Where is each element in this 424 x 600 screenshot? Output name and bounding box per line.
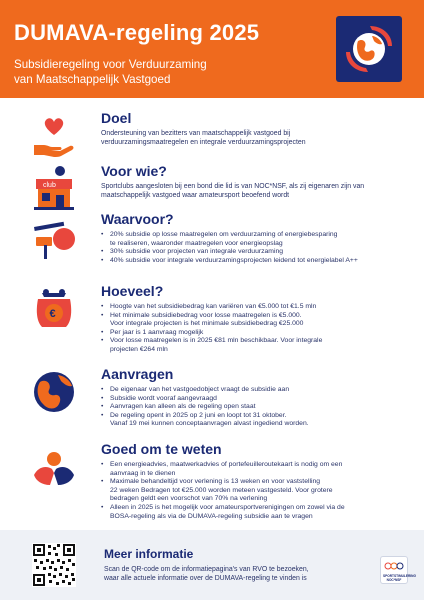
subtitle-line: Subsidieregeling voor Verduurzaming xyxy=(14,58,207,71)
text-line: waar alle actuele informatie over de DUMAVA-regeling te vinden is xyxy=(104,575,307,582)
list-item: • Een energieadvies, maatwerkadvies of portefeuilleroutekaart is nodig om een aanvraag in te dienen xyxy=(101,461,406,478)
section-title: Doel xyxy=(101,110,132,126)
list-item: • Hoogte van het subsidiebedrag kan variëren van €5.000 tot €1.5 mln xyxy=(101,303,406,312)
section-title: Voor wie? xyxy=(101,163,167,179)
globe-icon xyxy=(30,368,78,416)
sports-club-building-icon xyxy=(30,165,78,213)
list-item: • Alleen in 2025 is het mogelijk voor amateursportverenigingen om zowel via de BOSA-regeling als via de DUMAVA-regeling subsidie aan te vragen xyxy=(101,504,406,521)
svg-text:€: € xyxy=(49,308,56,320)
footer xyxy=(0,530,424,600)
section-title: Goed om te weten xyxy=(101,441,222,457)
section-text xyxy=(101,129,401,147)
hand-heart-icon xyxy=(30,115,78,163)
footer-text xyxy=(104,565,364,583)
list-item: • 20% subsidie op losse maatregelen om verduurzaming of energiebesparing te realiseren, waaronder maatregelen voor energieopslag xyxy=(101,231,406,248)
qr-code-icon[interactable] xyxy=(32,543,76,587)
list-item: • Per jaar is 1 aanvraag mogelijk xyxy=(101,329,406,338)
hammer-wrench-icon xyxy=(30,215,78,263)
bullet-list xyxy=(101,386,406,429)
sustainability-globe-badge-icon xyxy=(336,16,402,82)
bullet-list xyxy=(101,303,406,355)
list-item: • Het minimale subsidiebedrag voor losse maatregelen is €5.000. Voor integrale projecten is het minimale subsidiebedrag €25.000 xyxy=(101,312,406,329)
subtitle-line: van Maatschappelijk Vastgoed xyxy=(14,73,171,86)
list-item: • 30% subsidie voor projecten van integrale verduurzaming xyxy=(101,248,406,257)
text-line: verduurzamingsmaatregelen en integrale verduurzamingsprojecten xyxy=(101,139,306,147)
text-line: Scan de QR-code om de informatiepagina's van RVO te bezoeken, xyxy=(104,566,309,573)
bullet-list xyxy=(101,461,406,521)
euro-purse-icon xyxy=(30,285,78,333)
helping-hands-icon xyxy=(30,443,78,491)
list-item: • Voor losse maatregelen is in 2025 €81 mln beschikbaar. Voor integrale projecten €264 mln xyxy=(101,337,406,354)
list-item: • Aanvragen kan alleen als de regeling open staat xyxy=(101,403,406,412)
list-item: • Maximale behandeltijd voor verlening is 13 weken en voor vaststelling 22 weken Bedragen tot €25.000 worden meteen vastgesteld. Voor grotere bedragen geldt een voorschot van 70% na verlening xyxy=(101,478,406,504)
section-aanvragen xyxy=(0,366,424,431)
text-line: Ondersteuning van bezitters van maatschappelijk vastgoed bij xyxy=(101,130,291,137)
svg-text:club: club xyxy=(43,182,56,189)
noc-nsf-logo xyxy=(380,556,416,584)
section-text xyxy=(101,182,401,200)
list-item: • De eigenaar van het vastgoedobject vraagt de subsidie aan xyxy=(101,386,406,395)
logo-text: SPORTSTIMULERING NOC*NSF xyxy=(383,574,416,582)
section-voor-wie xyxy=(0,163,424,213)
text-line: Sportclubs aangesloten bij een bond die lid is van NOC*NSF, als zij eigenaren zijn van xyxy=(101,183,365,190)
header-banner xyxy=(0,0,424,98)
list-item: • De regeling opent in 2025 op 2 juni en loopt tot 31 oktober. Vanaf 19 mei kunnen conceptaanvragen alvast ingediend worden. xyxy=(101,412,406,429)
section-waarvoor xyxy=(0,211,424,276)
page-subtitle xyxy=(14,57,314,87)
list-item: • 40% subsidie voor integrale verduurzamingsprojecten leidend tot energielabel A++ xyxy=(101,257,406,266)
footer-title: Meer informatie xyxy=(104,547,194,561)
text-line: maatschappelijk vastgoed waar amateursport beoefend wordt xyxy=(101,192,290,200)
section-hoeveel xyxy=(0,283,424,358)
section-title: Aanvragen xyxy=(101,366,174,382)
bullet-list xyxy=(101,231,406,265)
section-doel xyxy=(0,110,424,160)
list-item: • Subsidie wordt vooraf aangevraagd xyxy=(101,395,406,404)
section-title: Waarvoor? xyxy=(101,211,174,227)
section-title: Hoeveel? xyxy=(101,283,164,299)
page-title: DUMAVA-regeling 2025 xyxy=(14,20,260,45)
section-goed-om-te-weten xyxy=(0,441,424,526)
